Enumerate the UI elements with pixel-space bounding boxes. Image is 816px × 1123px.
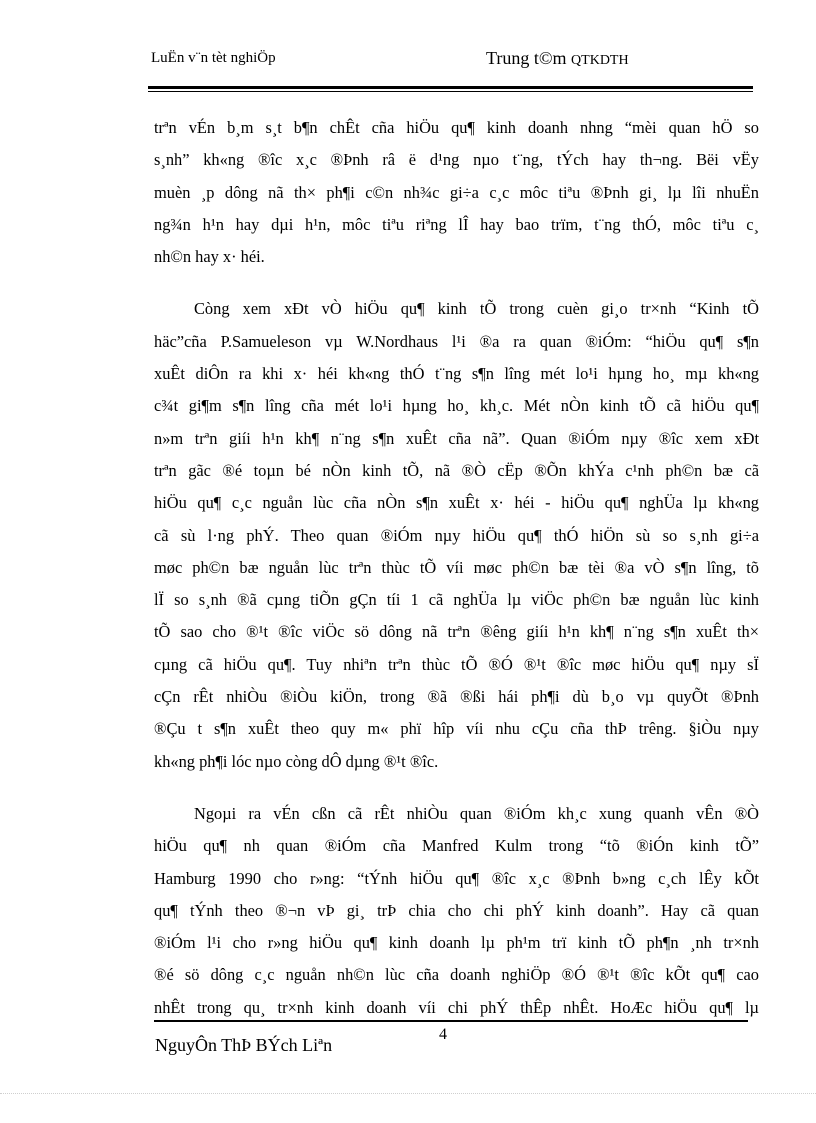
text-line: nhÊt trong qu¸ tr×nh kinh doanh víi chi phÝ thÊp nhÊt. HoÆc hiÖu qu¶ lµ <box>154 997 759 1017</box>
header-rule-thick <box>148 86 753 89</box>
text-line: c¾t gi¶m s¶n lîng cña mét lo¹i hµng ho¸ kh¸c. Mét nÒn kinh tÕ cã hiÖu qu¶ <box>154 396 759 416</box>
text-line: muèn ¸p dông nã th× ph¶i c©n nh¾c gi÷a c¸c môc tiªu ®Þnh gi¸ lµ lîi nhuËn <box>154 182 759 202</box>
paragraph <box>154 112 759 273</box>
body-text <box>154 112 759 1024</box>
page-bottom-divider <box>0 1093 816 1094</box>
text-line: ®Çu t s¶n xuÊt theo quy m« phï hîp víi nhu cÇu cña thÞ trêng. §iÒu nµy <box>154 719 759 739</box>
text-line: cÇn rÊt nhiÒu ®iÒu kiÖn, trong ®ã ®ßi hái ph¶i dù b¸o vµ quyÕt ®Þnh <box>154 687 759 707</box>
text-line: qu¶ tÝnh theo ®¬n vÞ gi¸ trÞ chia cho chi phÝ kinh doanh”. Hay cã quan <box>154 900 759 920</box>
text-line: ng¾n h¹n hay dµi h¹n, môc tiªu riªng lÎ hay bao trïm, t¨ng thÓ, môc tiªu c¸ <box>154 214 759 234</box>
text-line: hiÖu qu¶ nh quan ®iÓm cña Manfred Kulm trong “tõ ®iÓn kinh tÕ” <box>154 836 759 856</box>
text-line: Ngoµi ra vÉn cßn cã rÊt nhiÒu quan ®iÓm kh¸c xung quanh vÊn ®Ò <box>194 803 759 823</box>
text-line: Còng xem xÐt vÒ hiÖu qu¶ kinh tÕ trong cuèn gi¸o tr×nh “Kinh tÕ <box>194 299 759 319</box>
header-thesis-title: LuËn v¨n tèt nghiÖp <box>151 50 276 66</box>
header-center-name <box>486 48 629 69</box>
text-line: s¸nh” kh«ng ®îc x¸c ®Þnh râ ë d¹ng nµo t¨ng, tÝch hay th¬ng. Bëi vËy <box>154 150 759 170</box>
paragraph <box>154 798 759 1024</box>
text-line: häc”cña P.Samueleson vµ W.Nordhaus l¹i ®a ra quan ®iÓm: “hiÖu qu¶ s¶n <box>154 331 759 351</box>
header-center-main: Trung t©m <box>486 48 567 68</box>
header-rule-thin <box>148 91 753 92</box>
footer-author: NguyÔn ThÞ BÝch Liªn <box>155 1035 333 1055</box>
text-line: kh«ng ph¶i lóc nµo còng dÔ dµng ®¹t ®îc. <box>154 751 439 771</box>
header-center-code: QTKDTH <box>571 53 629 68</box>
text-line: hiÖu qu¶ c¸c nguån lùc cña nÒn s¶n xuÊt x· héi - hiÖu qu¶ nghÜa lµ kh«ng <box>154 493 759 513</box>
text-line: trªn gãc ®é toµn bé nÒn kinh tÕ, nã ®Ò cËp ®Õn khÝa c¹nh ph©n bæ cã <box>154 460 759 480</box>
text-line: ®é sö dông c¸c nguån nh©n lùc cña doanh nghiÖp ®Ó ®¹t ®îc kÕt qu¶ cao <box>154 965 759 985</box>
text-line: xuÊt diÔn ra khi x· héi kh«ng thÓ t¨ng s¶n lîng mét lo¹i hµng ho¸ mµ kh«ng <box>154 364 759 384</box>
text-line: cµng cã hiÖu qu¶. Tuy nhiªn trªn thùc tÕ ®Ó ®¹t ®îc møc hiÖu qu¶ nµy sÏ <box>154 654 759 674</box>
footer-rule <box>154 1020 748 1022</box>
text-line: tÕ sao cho ®¹t ®îc viÖc sö dông nã trªn ®êng giíi h¹n kh¶ n¨ng s¶n xuÊt th× <box>154 622 759 642</box>
paragraph <box>154 293 759 777</box>
page-number: 4 <box>439 1026 447 1043</box>
text-line: ®iÓm l¹i cho r»ng hiÖu qu¶ kinh doanh lµ ph¹m trï kinh tÕ ph¶n ¸nh tr×nh <box>154 933 759 953</box>
text-line: møc ph©n bæ nguån lùc trªn thùc tÕ víi møc ph©n bæ tèi ®a vÒ s¶n lîng, tõ <box>154 557 759 577</box>
text-line: Hamburg 1990 cho r»ng: “tÝnh hiÖu qu¶ ®îc x¸c ®Þnh b»ng c¸ch lÊy kÕt <box>154 868 759 888</box>
text-line: nh©n hay x· héi. <box>154 247 265 267</box>
text-line: trªn vÉn b¸m s¸t b¶n chÊt cña hiÖu qu¶ kinh doanh nhng “mèi quan hÖ so <box>154 118 759 137</box>
text-line: lÏ so s¸nh ®ã cµng tiÕn gÇn tíi 1 cã nghÜa lµ viÖc ph©n bæ nguån lùc kinh <box>154 590 759 610</box>
text-line: cã sù l·ng phÝ. Theo quan ®iÓm nµy hiÖu qu¶ thÓ hiÖn sù so s¸nh gi÷a <box>154 525 759 545</box>
text-line: n»m trªn giíi h¹n kh¶ n¨ng s¶n xuÊt cña nã”. Quan ®iÓm nµy ®îc xem xÐt <box>154 428 759 448</box>
